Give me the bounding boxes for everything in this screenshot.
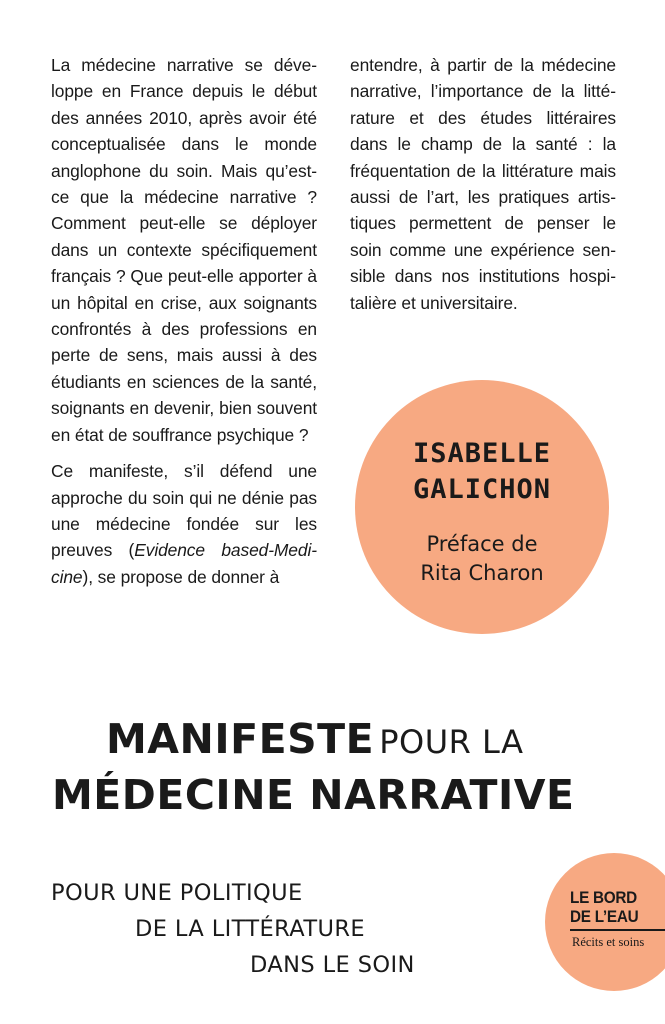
back-cover-left-column xyxy=(51,52,317,600)
blurb-paragraph-3: entendre, à partir de la médecine narrative, l’importance de la littérature et des études littéraires dans le champ de la santé : la fréquentation de la littérature mais aussi de l’art, les pratiques artistiques permettent de penser le soin comme une expérience sensible dans nos institutions hospitalière et universitaire. xyxy=(350,55,616,313)
author-first-name: ISABELLE xyxy=(412,438,552,469)
preface-author: Rita Charon xyxy=(420,561,544,585)
blurb-paragraph-1: La médecine narrative se développe en France depuis le début des années 2010, après avoir été conceptualisée dans le monde anglophone du soin. Mais qu’est-ce que la médecine narrative ? Comment peut-elle se déployer dans un contexte spécifiquement français ? Que peut-elle apporter à un hôpital en crise, aux soignants confrontés à des professions en perte de sens, mais aussi à des étudiants en sciences de la santé, soignants en devenir, bien souvent en état de souffrance psychique ? xyxy=(51,55,317,445)
publisher-divider xyxy=(570,929,665,931)
subtitle-line-2: DE LA LITTÉRATURE xyxy=(135,916,365,942)
back-cover-right-column xyxy=(350,52,616,326)
title-word-manifeste: MANIFESTE xyxy=(106,715,375,763)
preface-credit xyxy=(355,530,609,588)
subtitle-line-3: DANS LE SOIN xyxy=(250,952,415,978)
blurb-paragraph-2-end: ), se propose de donner à xyxy=(82,566,280,587)
publisher-name xyxy=(570,888,638,926)
title-line-2: MÉDECINE NARRATIVE xyxy=(52,771,575,819)
publisher-name-line-2: DE L’EAU xyxy=(570,907,639,926)
subtitle-line-1: POUR UNE POLITIQUE xyxy=(51,880,303,906)
title-word-pour-la: POUR LA xyxy=(379,723,524,761)
author-badge xyxy=(355,380,609,634)
author-last-name: GALICHON xyxy=(412,474,552,505)
publisher-logo xyxy=(545,853,665,991)
preface-label: Préface de xyxy=(426,532,538,556)
author-name xyxy=(355,436,609,508)
title-line-1 xyxy=(106,712,523,766)
blurb-paragraph-2 xyxy=(51,458,317,590)
blurb-italic-term: Evidence based-Medicine xyxy=(51,540,318,587)
publisher-collection: Récits et soins xyxy=(572,935,645,949)
blurb-paragraph-2-start: Ce manifeste, s’il défend une approche du soin qui ne dénie pas une médecine fondée sur les preuves ( xyxy=(51,461,317,561)
publisher-name-line-1: LE BORD xyxy=(570,888,637,907)
